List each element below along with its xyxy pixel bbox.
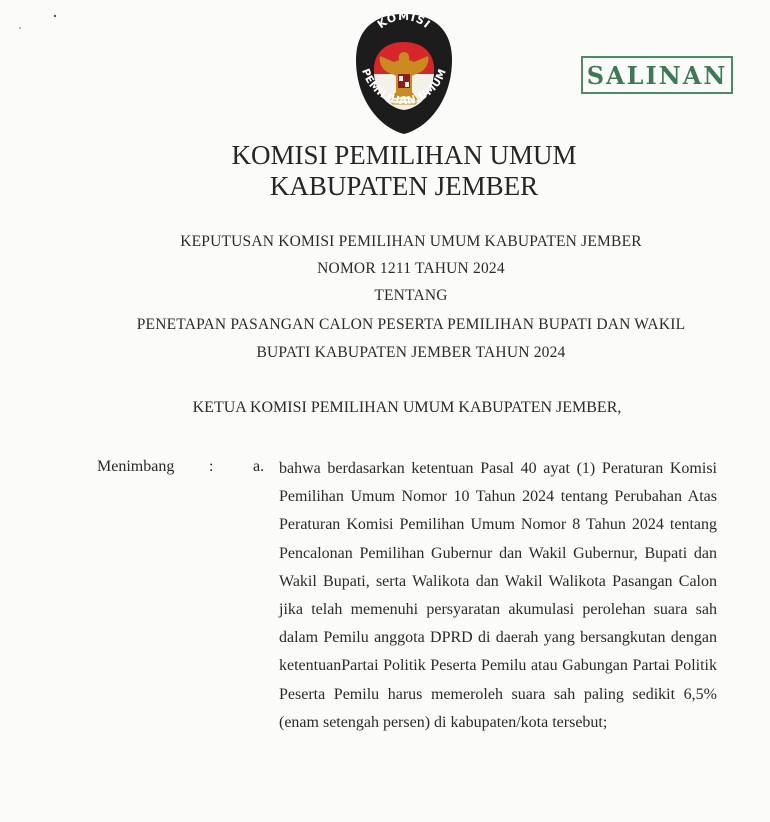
decree-number: NOMOR 1211 TAHUN 2024 [317,260,505,277]
considering-item-marker: a. [253,458,265,475]
decree-title: KEPUTUSAN KOMISI PEMILIHAN UMUM KABUPATEN JEMBER [180,233,642,250]
decree-subject-line1: PENETAPAN PASANGAN CALON PESERTA PEMILIHAN BUPATI DAN WAKIL [136,316,686,333]
org-name-line1: KOMISI PEMILIHAN UMUM [231,140,577,170]
salinan-stamp: SALINAN [581,56,733,94]
considering-colon: : [209,458,214,475]
considering-item-text: bahwa berdasarkan ketentuan Pasal 40 ayat (1) Peraturan Komisi Pemilihan Umum Nomor 10 Tahun 2024 tentang Perubahan Atas Peraturan Komisi Pemilihan Umum Nomor 8 Tahun 2024 tentang Pencalonan Pemilihan Gubernur dan Wakil Gubernur, Bupati dan Wakil Bupati, serta Walikota dan Wakil Walikota Pasangan Calon jika telah memenuhi persyaratan akumulasi perolehan suara sah dalam Pemilu anggota DPRD di daerah yang bersangkutan dengan ketentuanPartai Politik Peserta Pemilu atau Gabungan Partai Politik Peserta Pemilu harus memeroleh suara sah paling sedikit 6,5% (enam setengah persen) di kabupaten/kota tersebut; [279,460,717,731]
considering-label: Menimbang [97,458,175,475]
logo-text-top: KOMISI [375,12,434,32]
org-name-line2: KABUPATEN JEMBER [269,171,539,201]
scan-specks [0,0,60,40]
issuer-heading: KETUA KOMISI PEMILIHAN UMUM KABUPATEN JEMBER, [192,399,622,416]
kpu-logo [352,12,456,136]
logo-text-bottom: PEMILIHAN UMUM [358,66,450,108]
decree-about: TENTANG [374,287,448,304]
decree-subject-line2: BUPATI KABUPATEN JEMBER TAHUN 2024 [256,344,566,361]
